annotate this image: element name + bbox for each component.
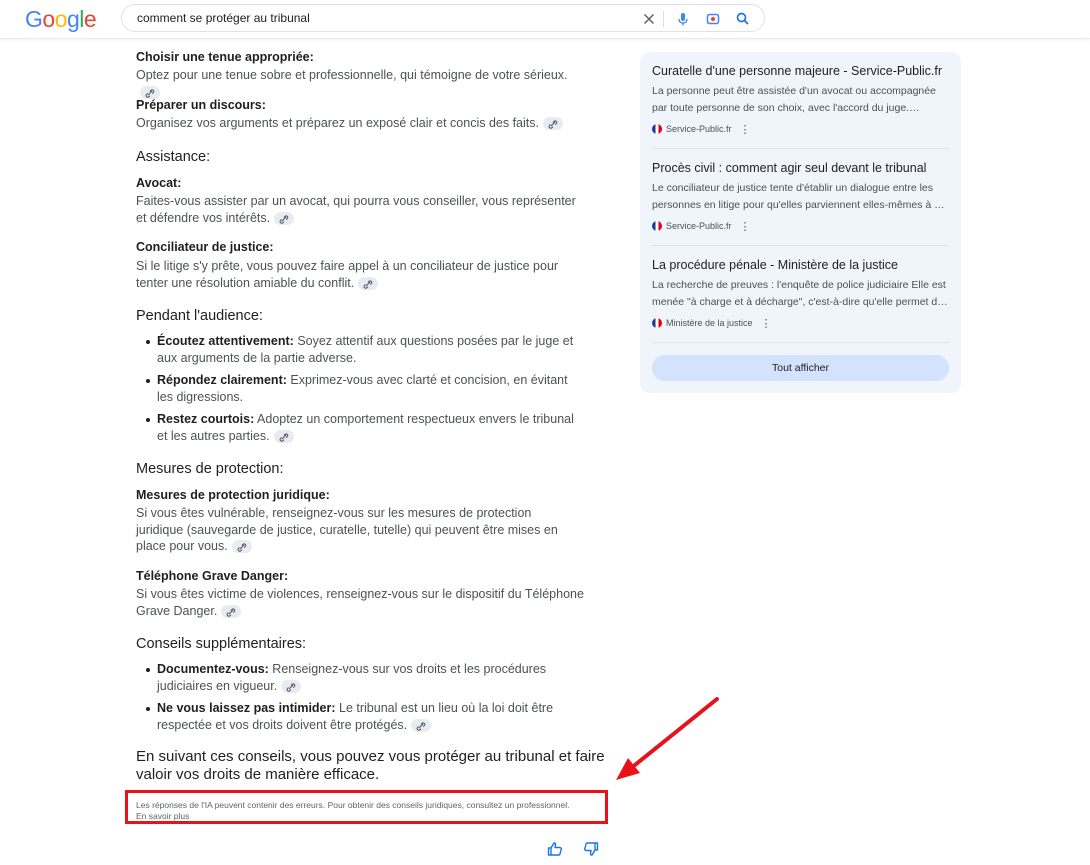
source-snippet: La recherche de preuves : l'enquête de police judiciaire Elle est menée "à charge et à décharge", c'est-à-dire qu'elle permet d… <box>652 279 948 308</box>
source-snippet: La personne peut être assistée d'un avocat ou accompagnée par toute personne de son choix, avec l'accord du juge.… <box>652 85 936 114</box>
show-all-button[interactable]: Tout afficher <box>652 355 949 381</box>
telephone-title: Téléphone Grave Danger: <box>136 569 289 583</box>
juridique-text <box>136 505 581 555</box>
search-input[interactable] <box>137 11 617 25</box>
more-options-icon[interactable]: ⋮ <box>739 123 751 136</box>
avocat-text <box>136 193 586 226</box>
more-options-icon[interactable]: ⋮ <box>739 220 751 233</box>
bullet <box>146 707 150 711</box>
item-text: Soyez attentif aux questions posées par le juge et aux arguments de la partie adverse. <box>157 334 574 365</box>
bullet <box>146 668 150 672</box>
juridique-text-body: Si vous êtes vulnérable, renseignez-vous sur les mesures de protection juridique (sauvegarde de justice, curatelle, tutelle) qui peuvent être mises en place pour vous. <box>136 506 558 553</box>
item-bold: Restez courtois: <box>157 412 255 426</box>
source-card[interactable] <box>652 161 948 233</box>
thumbs-up-icon[interactable] <box>546 840 564 858</box>
french-flag-icon <box>652 124 662 134</box>
source-title[interactable]: Curatelle d'une personne majeure - Service-Public.fr <box>652 64 943 78</box>
search-box <box>121 4 765 32</box>
source-link-chip[interactable] <box>221 605 241 618</box>
conciliateur-text-body: Si le litige s'y prête, vous pouvez faire appel à un conciliateur de justice pour tenter une résolution amiable du conflit. <box>136 259 559 290</box>
link-icon <box>279 215 289 224</box>
link-icon <box>363 280 373 289</box>
top-bar <box>0 0 1090 39</box>
source-link-chip[interactable] <box>140 86 160 99</box>
link-icon <box>286 683 296 692</box>
list-item <box>157 661 587 694</box>
list-item <box>157 700 587 733</box>
item-text: Adoptez un comportement respectueux envers le tribunal et les autres parties. <box>157 412 574 443</box>
link-icon <box>237 543 247 552</box>
discours-text <box>136 115 586 132</box>
french-flag-icon <box>652 221 662 231</box>
link-icon <box>548 120 558 129</box>
sources-panel <box>640 52 961 393</box>
item-bold: Ne vous laissez pas intimider: <box>157 701 336 715</box>
protection-heading: Mesures de protection: <box>136 461 284 477</box>
logo-letter: e <box>83 6 97 32</box>
discours-title: Préparer un discours: <box>136 98 266 112</box>
google-logo[interactable] <box>25 6 96 33</box>
list-item <box>157 411 587 444</box>
avocat-text-body: Faites-vous assister par un avocat, qui pourra vous conseiller, vous représenter et défendre vos intérêts. <box>136 194 576 225</box>
ai-disclaimer <box>136 800 606 822</box>
link-icon <box>279 433 289 442</box>
source-site: Service-Public.fr <box>666 124 732 134</box>
source-link-chip[interactable] <box>543 117 563 130</box>
source-meta <box>652 316 948 330</box>
logo-letter: o <box>54 6 67 32</box>
logo-letter: G <box>25 6 43 32</box>
conciliateur-text <box>136 258 586 291</box>
list-item <box>157 333 587 366</box>
microphone-icon[interactable] <box>674 10 692 28</box>
search-icon[interactable] <box>734 10 752 28</box>
list-item <box>157 372 587 405</box>
source-link-chip[interactable] <box>232 540 252 553</box>
bullet <box>146 340 150 344</box>
logo-letter: l <box>79 6 84 32</box>
source-card[interactable] <box>652 64 948 136</box>
tenue-title: Choisir une tenue appropriée: <box>136 50 314 64</box>
item-text: Le tribunal est un lieu où la loi doit être respectée et vos droits doivent être protégés. <box>157 701 554 732</box>
item-bold: Documentez-vous: <box>157 662 269 676</box>
conclusion-text: En suivant ces conseils, vous pouvez vous protéger au tribunal et faire valoir vos droits de manière efficace. <box>136 748 605 783</box>
disclaimer-text: Les réponses de l'IA peuvent contenir des erreurs. Pour obtenir des conseils juridiques, consultez un professionnel. <box>136 800 570 810</box>
audience-heading: Pendant l'audience: <box>136 308 263 324</box>
bullet <box>146 418 150 422</box>
logo-letter: o <box>42 6 55 32</box>
divider <box>652 148 949 149</box>
conciliateur-title: Conciliateur de justice: <box>136 240 274 254</box>
source-link-chip[interactable] <box>274 212 294 225</box>
source-title[interactable]: Procès civil : comment agir seul devant le tribunal <box>652 161 927 175</box>
clear-icon[interactable] <box>640 10 658 28</box>
divider <box>652 342 949 343</box>
item-text: Exprimez-vous avec clarté et concision, en évitant les digressions. <box>157 373 568 404</box>
tenue-text <box>136 67 586 100</box>
telephone-text-body: Si vous êtes victime de violences, renseignez-vous sur le dispositif du Téléphone Grave Danger. <box>136 587 584 618</box>
discours-text-body: Organisez vos arguments et préparez un exposé clair et concis des faits. <box>136 116 539 130</box>
avocat-title: Avocat: <box>136 176 182 190</box>
conseils-heading: Conseils supplémentaires: <box>136 636 307 652</box>
learn-more-link[interactable]: En savoir plus <box>136 811 190 821</box>
search-divider <box>663 11 664 27</box>
bullet <box>146 379 150 383</box>
source-link-chip[interactable] <box>281 680 301 693</box>
link-icon <box>145 89 155 98</box>
juridique-title: Mesures de protection juridique: <box>136 488 330 502</box>
assistance-heading: Assistance: <box>136 149 211 165</box>
link-icon <box>416 722 426 731</box>
source-snippet: Le conciliateur de justice tente d'établir un dialogue entre les personnes en litige pour qu'elles parviennent elles-mêmes à … <box>652 182 945 211</box>
tenue-text-body: Optez pour une tenue sobre et professionnelle, qui témoigne de votre sérieux. <box>136 68 568 82</box>
thumbs-down-icon[interactable] <box>582 840 600 858</box>
source-site: Ministère de la justice <box>666 318 753 328</box>
source-link-chip[interactable] <box>274 430 294 443</box>
link-icon <box>226 608 236 617</box>
item-bold: Répondez clairement: <box>157 373 287 387</box>
source-meta <box>652 219 948 233</box>
telephone-text <box>136 586 586 619</box>
more-options-icon[interactable]: ⋮ <box>760 317 772 330</box>
divider <box>652 245 949 246</box>
source-card[interactable] <box>652 258 948 330</box>
source-link-chip[interactable] <box>411 719 431 732</box>
source-meta <box>652 122 948 136</box>
source-link-chip[interactable] <box>358 277 378 290</box>
french-flag-icon <box>652 318 662 328</box>
item-text: Renseignez-vous sur vos droits et les procédures judiciaires en vigueur. <box>157 662 547 693</box>
item-bold: Écoutez attentivement: <box>157 334 294 348</box>
lens-icon[interactable] <box>704 10 722 28</box>
logo-letter: g <box>66 6 80 32</box>
source-title[interactable]: La procédure pénale - Ministère de la justice <box>652 258 898 272</box>
source-site: Service-Public.fr <box>666 221 732 231</box>
